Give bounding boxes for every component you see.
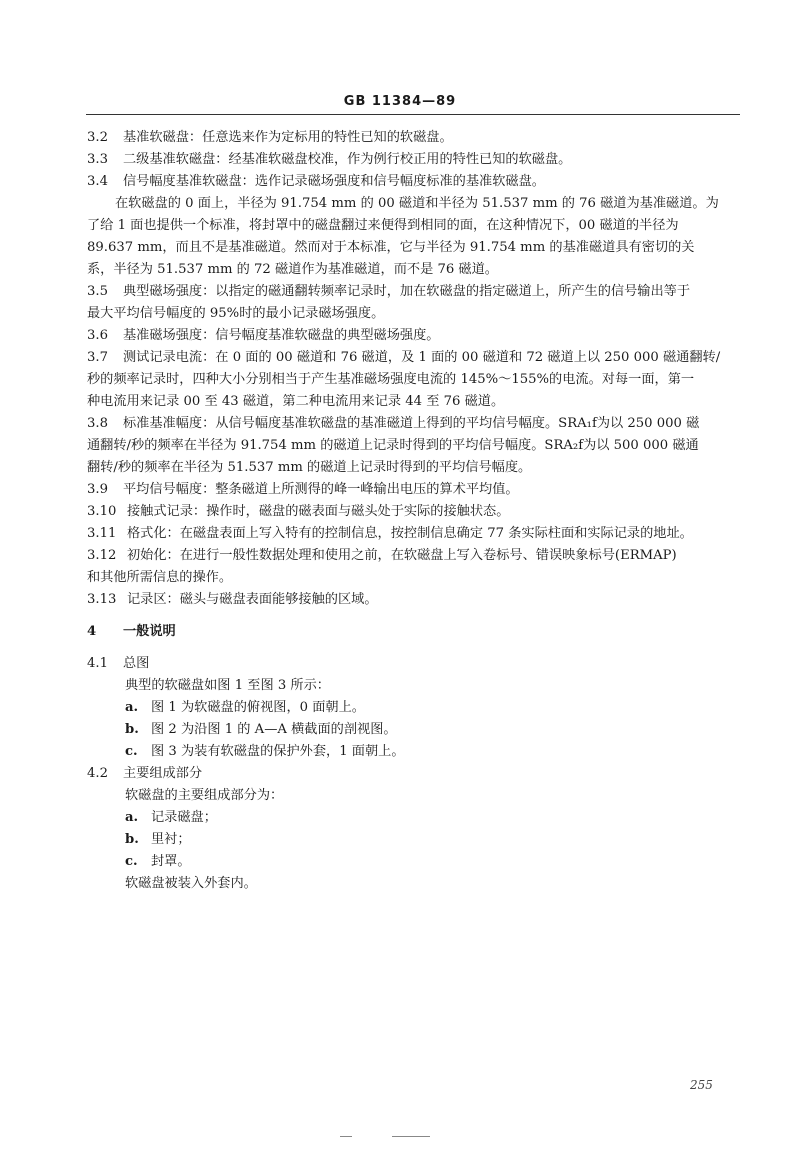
list-text: 封罩。 [151, 854, 191, 869]
clause-3-2 [87, 127, 453, 149]
section-4-heading [87, 621, 176, 643]
list-marker: c. [125, 744, 138, 759]
paragraph-line: 秒的频率记录时，四种大小分别相当于产生基准磁场强度电流的 145%～155%的电流。对每一面，第一 [87, 372, 695, 387]
paragraph-line: 软磁盘被装入外套内。 [125, 876, 257, 891]
scan-artifact [392, 1136, 430, 1137]
paragraph-line: 软磁盘的主要组成部分为： [125, 788, 284, 803]
clause-number: 3.8 [87, 416, 108, 431]
page-number: 255 [690, 1078, 713, 1092]
paragraph-line: 最大平均信号幅度的 95%时的最小记录磁场强度。 [87, 306, 385, 321]
list-marker: a. [125, 700, 139, 715]
clause-3-10 [87, 501, 509, 523]
clause-3-12 [87, 545, 677, 567]
clause-text: 接触式记录：操作时，磁盘的磁表面与磁头处于实际的接触状态。 [127, 504, 510, 519]
clause-3-3 [87, 149, 571, 171]
clause-text: 二级基准软磁盘：经基准软磁盘校准，作为例行校正用的特性已知的软磁盘。 [123, 152, 572, 167]
list-marker: c. [125, 854, 138, 869]
paragraph-line: 了给 1 面也提供一个标准，将封罩中的磁盘翻过来便得到相同的面，在这种情况下，00 磁道的半径为 [87, 218, 679, 233]
clause-text: 格式化：在磁盘表面上写入特有的控制信息，按控制信息确定 77 条实际柱面和实际记录的地址。 [127, 526, 693, 541]
clause-3-8 [87, 413, 699, 435]
clause-3-9 [87, 479, 519, 501]
clause-text: 基准磁场强度：信号幅度基准软磁盘的典型磁场强度。 [123, 328, 440, 343]
list-item [87, 741, 405, 763]
scan-artifact [340, 1136, 352, 1137]
list-text: 图 2 为沿图 1 的 A—A 横截面的剖视图。 [151, 722, 397, 737]
list-item [87, 851, 191, 873]
clause-text: 平均信号幅度：整条磁道上所测得的峰一峰输出电压的算术平均值。 [123, 482, 519, 497]
paragraph-line: 系，半径为 51.537 mm 的 72 磁道作为基准磁道，而不是 76 磁道。 [87, 262, 498, 277]
clause-number: 3.2 [87, 130, 108, 145]
clause-4-2 [87, 763, 202, 785]
clause-text: 典型磁场强度：以指定的磁通翻转频率记录时，加在软磁盘的指定磁道上，所产生的信号输出等于 [123, 284, 691, 299]
clause-text: 记录区：磁头与磁盘表面能够接触的区域。 [127, 592, 378, 607]
section-title: 一般说明 [123, 624, 176, 639]
clause-3-13 [87, 589, 378, 611]
paragraph-line: 翻转/秒的频率在半径为 51.537 mm 的磁道上记录时得到的平均信号幅度。 [87, 460, 532, 475]
clause-3-11 [87, 523, 693, 545]
clause-number: 4.1 [87, 656, 108, 671]
list-text: 里衬； [151, 832, 191, 847]
paragraph-line: 和其他所需信息的操作。 [87, 570, 233, 585]
clause-text: 总图 [123, 656, 150, 671]
clause-number: 3.11 [87, 526, 117, 541]
list-text: 图 3 为装有软磁盘的保护外套，1 面朝上。 [151, 744, 405, 759]
clause-number: 3.13 [87, 592, 117, 607]
list-marker: b. [125, 832, 139, 847]
clause-number: 3.5 [87, 284, 108, 299]
paragraph-line: 89.637 mm，而且不是基准磁道。然而对于本标准，它与半径为 91.754 mm 的基准磁道具有密切的关 [87, 240, 695, 255]
section-number: 4 [87, 624, 97, 639]
clause-3-6 [87, 325, 440, 347]
paragraph-line: 种电流用来记录 00 至 43 磁道，第二种电流用来记录 44 至 76 磁道。 [87, 394, 505, 409]
clause-number: 3.7 [87, 350, 108, 365]
list-item [87, 807, 217, 829]
list-text: 图 1 为软磁盘的俯视图，0 面朝上。 [151, 700, 365, 715]
list-item [87, 829, 191, 851]
clause-text: 标准基准幅度：从信号幅度基准软磁盘的基准磁道上得到的平均信号幅度。SRA₁f为以 250 000 磁 [123, 416, 700, 431]
standard-header: GB 11384—89 [343, 94, 457, 109]
clause-text: 测试记录电流：在 0 面的 00 磁道和 76 磁道，及 1 面的 00 磁道和 72 磁道上以 250 000 磁通翻转/ [123, 350, 721, 365]
list-text: 记录磁盘； [151, 810, 217, 825]
clause-text: 主要组成部分 [123, 766, 203, 781]
clause-number: 3.12 [87, 548, 117, 563]
paragraph-line: 在软磁盘的 0 面上，半径为 91.754 mm 的 00 磁道和半径为 51.537 mm 的 76 磁道为基准磁道。为 [115, 196, 719, 211]
clause-number: 3.9 [87, 482, 108, 497]
clause-3-5 [87, 281, 690, 303]
list-item [87, 697, 365, 719]
clause-number: 3.10 [87, 504, 117, 519]
list-marker: a. [125, 810, 139, 825]
header-rule [86, 114, 740, 115]
paragraph-line: 通翻转/秒的频率在半径为 91.754 mm 的磁道上记录时得到的平均信号幅度。SRA₂f为以 500 000 磁通 [87, 438, 699, 453]
clause-3-7 [87, 347, 720, 369]
clause-3-4 [87, 171, 545, 193]
list-item [87, 719, 397, 741]
clause-text: 基准软磁盘：任意选来作为定标用的特性已知的软磁盘。 [123, 130, 453, 145]
clause-number: 3.3 [87, 152, 108, 167]
clause-number: 4.2 [87, 766, 108, 781]
clause-text: 初始化：在进行一般性数据处理和使用之前，在软磁盘上写入卷标号、错误映象标号(ERMAP) [127, 548, 677, 563]
list-marker: b. [125, 722, 139, 737]
clause-number: 3.6 [87, 328, 108, 343]
clause-number: 3.4 [87, 174, 108, 189]
paragraph-line: 典型的软磁盘如图 1 至图 3 所示： [125, 678, 330, 693]
clause-text: 信号幅度基准软磁盘：选作记录磁场强度和信号幅度标准的基准软磁盘。 [123, 174, 545, 189]
clause-4-1 [87, 653, 149, 675]
